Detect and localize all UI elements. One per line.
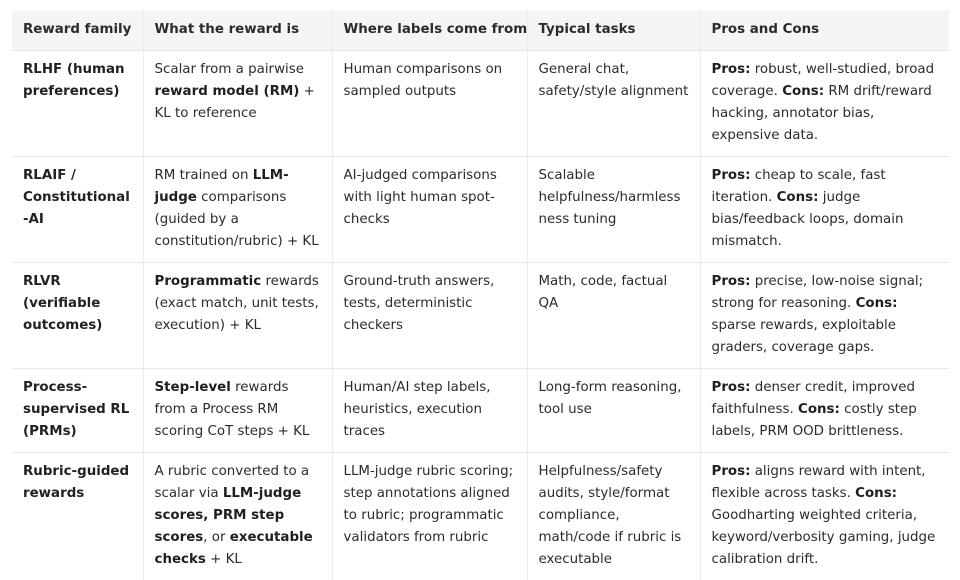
text-segment: RM drift/reward hacking, annotator bias, expensive data. [712, 84, 932, 143]
reward-description-cell [143, 263, 332, 369]
text-segment: denser credit, improved faithfulness. [712, 380, 916, 417]
reward-description-cell [143, 157, 332, 263]
pros-cons-cell [700, 51, 949, 157]
text-segment: comparisons (guided by a constitution/rubric) + KL [155, 190, 319, 249]
bold-text-segment: LLM-judge [155, 168, 289, 205]
text-segment: costly step labels, PRM OOD brittleness. [712, 402, 917, 439]
reward-family-cell: Rubric-guided rewards [12, 453, 143, 580]
text-segment: RM trained on [155, 168, 253, 183]
table-header-row [12, 10, 949, 51]
reward-family-cell: Process-supervised RL (PRMs) [12, 369, 143, 453]
labels-source-cell: Human/AI step labels, heuristics, execution traces [332, 369, 527, 453]
text-segment: A rubric converted to a scalar via [155, 464, 310, 501]
bold-text-segment: Step-level [155, 380, 231, 395]
table-row [12, 453, 949, 580]
reward-comparison-table [12, 10, 949, 580]
bold-text-segment: Cons: [782, 84, 824, 99]
text-segment: rewards from a Process RM scoring CoT steps + KL [155, 380, 310, 439]
bold-text-segment: LLM-judge scores, PRM step scores [155, 486, 302, 545]
pros-cons-cell [700, 369, 949, 453]
text-segment: cheap to scale, fast iteration. [712, 168, 886, 205]
labels-source-cell: Ground-truth answers, tests, deterministic checkers [332, 263, 527, 369]
typical-tasks-cell: Scalable helpfulness/harmlessness tuning [527, 157, 700, 263]
table-row [12, 157, 949, 263]
text-segment: rewards (exact match, unit tests, execution) + KL [155, 274, 319, 333]
labels-source-cell: Human comparisons on sampled outputs [332, 51, 527, 157]
reward-comparison-table-container [12, 10, 949, 580]
header-typical-tasks: Typical tasks [527, 10, 700, 51]
header-pros-cons: Pros and Cons [700, 10, 949, 51]
bold-text-segment: Cons: [777, 190, 819, 205]
reward-family-cell: RLAIF / Constitutional-AI [12, 157, 143, 263]
labels-source-cell: AI-judged comparisons with light human spot-checks [332, 157, 527, 263]
typical-tasks-cell: Helpfulness/safety audits, style/format compliance, math/code if rubric is executable [527, 453, 700, 580]
bold-text-segment: Cons: [856, 296, 898, 311]
bold-text-segment: reward model (RM) [155, 84, 300, 99]
bold-text-segment: Cons: [855, 486, 897, 501]
reward-description-cell [143, 51, 332, 157]
header-reward-family: Reward family [12, 10, 143, 51]
pros-cons-cell [700, 263, 949, 369]
reward-description-cell [143, 369, 332, 453]
text-segment: + KL [206, 552, 242, 567]
header-labels-source: Where labels come from [332, 10, 527, 51]
pros-cons-cell [700, 157, 949, 263]
bold-text-segment: executable checks [155, 530, 313, 567]
text-segment: + KL to reference [155, 84, 315, 121]
bold-text-segment: Programmatic [155, 274, 262, 289]
text-segment: Scalar from a pairwise [155, 62, 304, 77]
labels-source-cell: LLM-judge rubric scoring; step annotations aligned to rubric; programmatic validators from rubric [332, 453, 527, 580]
header-what-reward-is: What the reward is [143, 10, 332, 51]
table-row [12, 369, 949, 453]
typical-tasks-cell: Long-form reasoning, tool use [527, 369, 700, 453]
pros-cons-cell [700, 453, 949, 580]
text-segment: , or [203, 530, 229, 545]
typical-tasks-cell: General chat, safety/style alignment [527, 51, 700, 157]
bold-text-segment: Pros: [712, 62, 751, 77]
text-segment: precise, low-noise signal; strong for reasoning. [712, 274, 924, 311]
reward-family-cell: RLVR (verifiable outcomes) [12, 263, 143, 369]
bold-text-segment: Pros: [712, 168, 751, 183]
text-segment: judge bias/feedback loops, domain mismatch. [712, 190, 904, 249]
bold-text-segment: Cons: [798, 402, 840, 417]
bold-text-segment: Pros: [712, 464, 751, 479]
text-segment: Goodharting weighted criteria, keyword/verbosity gaming, judge calibration drift. [712, 508, 936, 567]
text-segment: aligns reward with intent, flexible across tasks. [712, 464, 926, 501]
text-segment: sparse rewards, exploitable graders, coverage gaps. [712, 318, 897, 355]
reward-description-cell [143, 453, 332, 580]
typical-tasks-cell: Math, code, factual QA [527, 263, 700, 369]
reward-family-cell: RLHF (human preferences) [12, 51, 143, 157]
text-segment: robust, well-studied, broad coverage. [712, 62, 935, 99]
bold-text-segment: Pros: [712, 380, 751, 395]
bold-text-segment: Pros: [712, 274, 751, 289]
table-row [12, 51, 949, 157]
table-row [12, 263, 949, 369]
